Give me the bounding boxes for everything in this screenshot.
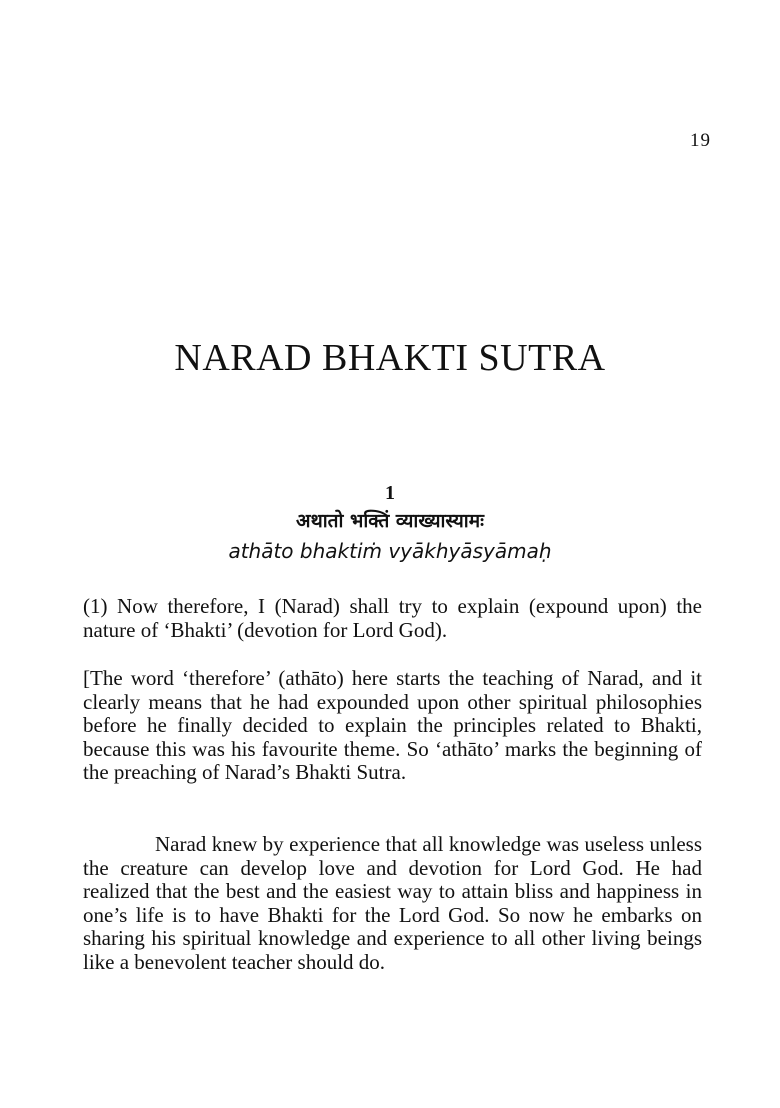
sutra-block: [0, 480, 780, 565]
page-number: 19: [690, 130, 711, 151]
commentary-paragraph-2: Narad knew by experience that all knowledge was useless unless the creature can develop love and devotion for Lord God. He had realized that the best and the easiest way to attain bliss and happiness in one’s life is to have Bhakti for the Lord God. So now he embarks on sharing his spiritual knowledge and experience to all other living beings like a benevolent teacher should do.: [83, 832, 702, 974]
commentary-paragraph-1: [The word ‘therefore’ (athāto) here starts the teaching of Narad, and it clearly means that he had expounded upon other spiritual philosophies before he finally decided to explain the principles related to Bhakti, because this was his favourite theme. So ‘athāto’ marks the beginning of the preaching of Narad’s Bhakti Sutra.: [83, 666, 702, 784]
sutra-devanagari-text: अथातो भक्तिं व्याख्यास्यामः: [296, 510, 484, 532]
sutra-transliteration: athāto bhaktiṁ vyākhyāsyāmaḥ: [228, 539, 552, 563]
translation-paragraph: (1) Now therefore, I (Narad) shall try to explain (expound upon) the nature of ‘Bhakti’ (devotion for Lord God).: [83, 594, 702, 642]
sutra-number: 1: [385, 482, 395, 504]
chapter-title: NARAD BHAKTI SUTRA: [174, 337, 606, 379]
